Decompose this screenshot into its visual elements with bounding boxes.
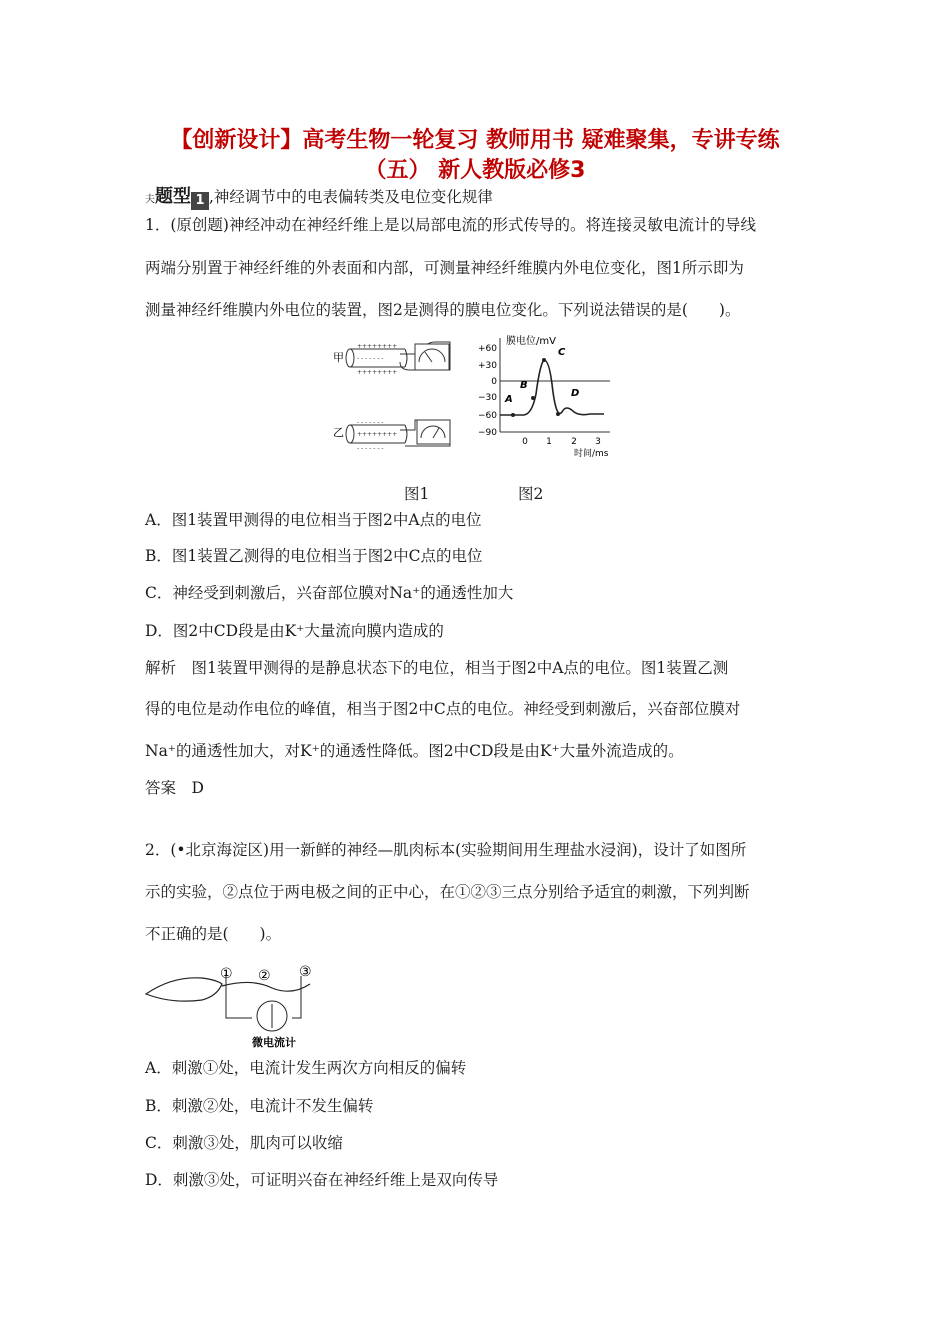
fig2-marker-c (542, 358, 546, 362)
q2-figure (142, 964, 342, 1050)
svg-text:- - - - - - -: - - - - - - - (357, 355, 384, 362)
fig2-y-tick: +30 (478, 361, 497, 371)
svg-text:- - - - - - -: - - - - - - - (357, 419, 384, 426)
section-heading (145, 182, 493, 210)
q1-analysis-line-2: 得的电位是动作电位的峰值，相当于图2中C点的电位。神经受到刺激后，兴奋部位膜对 (145, 700, 741, 718)
fig2-x-tick: 0 (522, 437, 528, 447)
fig2-y-tick: +60 (478, 344, 497, 354)
q1-option-b: B．图1装置乙测得的电位相当于图2中C点的电位 (145, 547, 483, 565)
fig2-axes (500, 338, 610, 432)
q2-option-d: D．刺激③处，可证明兴奋在神经纤维上是双向传导 (145, 1171, 499, 1189)
q2-label-point-1: ① (220, 966, 233, 982)
fig2-marker-b (531, 396, 535, 400)
fig2-y-tick: −30 (478, 393, 497, 403)
fig2-marker-a (511, 413, 515, 417)
fig2-point-b: B (520, 380, 528, 391)
section-tag-number: 1 (191, 192, 209, 210)
fig1-label-yi: 乙 (333, 426, 344, 439)
q2-muscle-shape (146, 978, 222, 1001)
q1-option-d: D．图2中CD段是由K⁺大量流向膜内造成的 (145, 622, 444, 640)
section-heading-text: ,神经调节中的电表偏转类及电位变化规律 (209, 188, 493, 206)
fig1-device-yi (346, 419, 450, 452)
fig2-point-d: D (571, 388, 580, 399)
section-tag-prefix: 夫 (145, 194, 155, 206)
q2-label-point-2: ② (258, 968, 271, 984)
q2-stem-line-3: 不正确的是( )。 (145, 925, 282, 943)
q2-option-c: C．刺激③处，肌肉可以收缩 (145, 1134, 343, 1152)
q1-stem-line-3: 测量神经纤维膜内外电位的装置，图2是测得的膜电位变化。下列说法错误的是( )。 (145, 301, 741, 319)
q2-meter-label: 微电流计 (252, 1036, 296, 1049)
q2-wire-right (292, 988, 301, 1018)
q2-option-a: A．刺激①处，电流计发生两次方向相反的偏转 (145, 1059, 467, 1077)
document-title-line-1: 【创新设计】高考生物一轮复习 教师用书 疑难聚集，专讲专练 (170, 128, 780, 153)
q1-figure-2 (470, 334, 630, 460)
fig2-point-a: A (505, 394, 513, 405)
svg-text:++++++++: ++++++++ (357, 343, 398, 350)
q1-stem-line-1: 1．(原创题)神经冲动在神经纤维上是以局部电流的形式传导的。将连接灵敏电流计的导线 (145, 216, 756, 234)
fig2-y-tick: −90 (478, 428, 497, 438)
fig2-point-c: C (558, 347, 566, 358)
fig2-marker-d (556, 412, 560, 416)
q1-option-a: A．图1装置甲测得的电位相当于图2中A点的电位 (145, 511, 482, 529)
document-title-line-2: （五） 新人教版必修3 (364, 158, 586, 183)
q1-stem-line-2: 两端分别置于神经纤维的外表面和内部，可测量神经纤维膜内外电位变化，图1所示即为 (145, 259, 744, 277)
fig2-potential-curve (500, 360, 604, 415)
fig2-y-axis-label: 膜电位/mV (506, 336, 556, 347)
fig2-x-tick: 1 (546, 437, 552, 447)
q1-analysis-line-3: Na⁺的通透性加大，对K⁺的通透性降低。图2中CD段是由K⁺大量外流造成的。 (145, 742, 684, 760)
q1-figure-1 (325, 334, 465, 452)
q2-option-b: B．刺激②处，电流计不发生偏转 (145, 1097, 374, 1115)
fig1-label-jia: 甲 (333, 351, 344, 364)
svg-text:- - - - - - -: - - - - - - - (357, 445, 384, 452)
fig2-y-tick: 0 (491, 377, 497, 387)
q1-analysis-line-1: 解析 图1装置甲测得的是静息状态下的电位，相当于图2中A点的电位。图1装置乙测 (145, 659, 729, 677)
svg-text:++++++++: ++++++++ (357, 431, 398, 438)
section-tag-label: 题型 (155, 186, 191, 207)
q2-stem-line-1: 2．(•北京海淀区)用一新鲜的神经—肌肉标本(实验期间用生理盐水浸润)，设计了如图所 (145, 841, 747, 859)
q2-wire-left (226, 986, 252, 1018)
q2-label-point-3: ③ (299, 964, 312, 980)
fig2-y-tick: −60 (478, 411, 497, 421)
q1-answer: 答案 D (145, 779, 204, 797)
fig2-x-tick: 2 (571, 437, 577, 447)
q1-option-c: C．神经受到刺激后，兴奋部位膜对Na⁺的通透性加大 (145, 584, 514, 602)
fig2-x-tick: 3 (595, 437, 601, 447)
q1-caption-fig-1: 图1 (404, 485, 430, 503)
svg-text:++++++++: ++++++++ (357, 369, 398, 376)
q2-stem-line-2: 示的实验，②点位于两电极之间的正中心，在①②③三点分别给予适宜的刺激，下列判断 (145, 883, 750, 901)
q1-caption-fig-2: 图2 (518, 485, 544, 503)
fig1-device-jia (346, 342, 450, 376)
fig2-x-axis-label: 时间/ms (574, 449, 609, 459)
